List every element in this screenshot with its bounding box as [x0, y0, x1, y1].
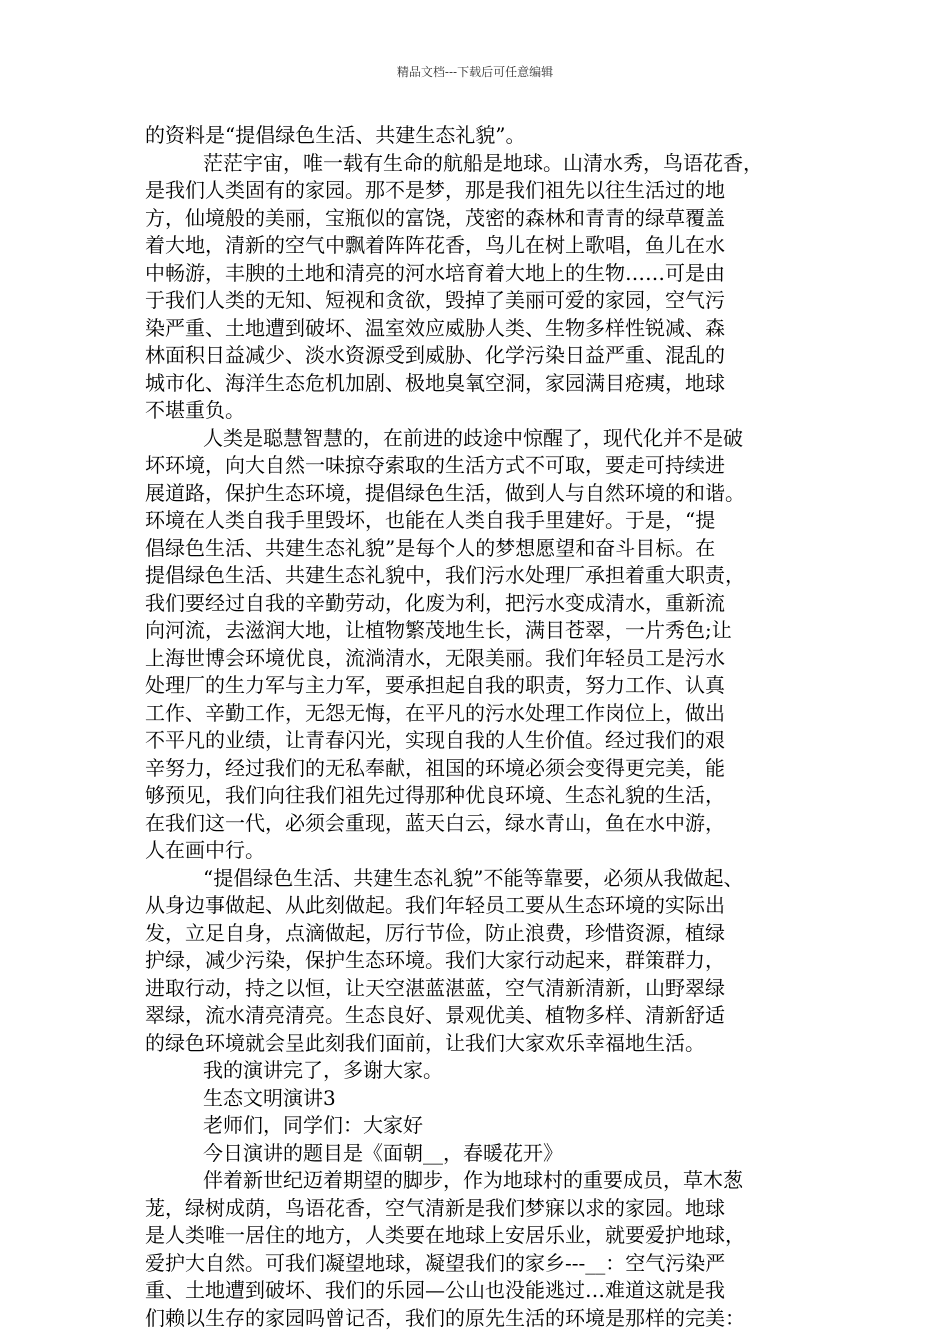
- text-line: 爱护大自然。可我们凝望地球，凝望我们的家乡---__：空气污染严: [145, 1250, 726, 1275]
- paragraph-first-line: 人类是聪慧智慧的，在前进的歧途中惊醒了，现代化并不是破: [203, 425, 743, 450]
- paragraph-first-line: 伴着新世纪迈着期望的脚步，作为地球村的重要成员，草木葱: [203, 1168, 743, 1192]
- text-line: 林面积日益减少、淡水资源受到威胁、化学污染日益严重、混乱的: [145, 343, 725, 367]
- paragraph-first-line: “提倡绿色生活、共建生态礼貌”不能等靠要，必须从我做起、: [203, 865, 744, 890]
- text-line: 茏，绿树成荫，鸟语花香，空气清新是我们梦寐以求的家园。地球: [145, 1195, 725, 1220]
- text-line: 的资料是“提倡绿色生活、共建生态礼貌”。: [145, 123, 526, 147]
- section-title: 生态文明演讲3: [203, 1085, 336, 1110]
- text-line: 我们要经过自我的辛勤劳动，化废为利，把污水变成清水，重新流: [145, 590, 725, 615]
- text-line: 不平凡的业绩，让青春闪光，实现自我的人生价值。经过我们的艰: [145, 728, 725, 752]
- paragraph-first-line: 茫茫宇宙，唯一载有生命的航船是地球。山清水秀，鸟语花香，: [203, 150, 763, 175]
- text-line: 重、土地遭到破坏、我们的乐园—公山也没能逃过…难道这就是我: [145, 1278, 725, 1302]
- text-line: 不堪重负。: [145, 398, 245, 422]
- text-line: 着大地，清新的空气中飘着阵阵花香，鸟儿在树上歌唱，鱼儿在水: [145, 233, 725, 257]
- speech-topic-line: 今日演讲的题目是《面朝__，春暖花开》: [203, 1140, 563, 1165]
- text-line: 在我们这一代，必须会重现，蓝天白云，绿水青山，鱼在水中游，: [145, 810, 725, 835]
- text-line: 们赖以生存的家园吗曾记否，我们的原先生活的环境是那样的完美：: [145, 1305, 745, 1330]
- text-line: 向河流，去滋润大地，让植物繁茂地生长，满目苍翠，一片秀色;让: [145, 618, 732, 642]
- closing-line: 我的演讲完了，多谢大家。: [203, 1058, 443, 1082]
- text-line: 方，仙境般的美丽，宝瓶似的富饶，茂密的森林和青青的绿草覆盖: [145, 205, 725, 230]
- text-line: 够预见，我们向往我们祖先过得那种优良环境、生态礼貌的生活，: [145, 783, 725, 807]
- page-header: 精品文档---下载后可任意编辑: [396, 65, 554, 79]
- text-line: 于我们人类的无知、短视和贪欲，毁掉了美丽可爱的家园，空气污: [145, 288, 725, 312]
- text-line: 辛努力，经过我们的无私奉献，祖国的环境必须会变得更完美，能: [145, 755, 725, 780]
- text-line: 染严重、土地遭到破坏、温室效应威胁人类、生物多样性锐减、森: [145, 315, 725, 340]
- text-line: 翠绿，流水清亮清亮。生态良好、景观优美、植物多样、清新舒适: [145, 1003, 725, 1027]
- text-line: 是人类唯一居住的地方，人类要在地球上安居乐业，就要爱护地球，: [145, 1223, 745, 1247]
- greeting-line: 老师们，同学们：大家好: [203, 1113, 423, 1137]
- text-line: 发，立足自身，点滴做起，厉行节俭，防止浪费，珍惜资源，植绿: [145, 920, 725, 945]
- document-body: [145, 122, 821, 1332]
- text-line: 提倡绿色生活、共建生态礼貌中，我们污水处理厂承担着重大职责，: [145, 563, 745, 587]
- text-line: 环境在人类自我手里毁坏，也能在人类自我手里建好。于是，“提: [145, 508, 716, 532]
- text-line: 中畅游，丰腴的土地和清亮的河水培育着大地上的生物……可是由: [145, 260, 725, 285]
- text-line: 进取行动，持之以恒，让天空湛蓝湛蓝，空气清新清新，山野翠绿: [145, 975, 725, 1000]
- text-line: 坏环境，向大自然一味掠夺索取的生活方式不可取，要走可持续进: [145, 453, 725, 477]
- text-line: 的绿色环境就会呈此刻我们面前，让我们大家欢乐幸福地生活。: [145, 1030, 705, 1055]
- text-line: 人在画中行。: [145, 838, 265, 862]
- text-line: 处理厂的生力军与主力军，要承担起自我的职责，努力工作、认真: [145, 673, 725, 697]
- text-line: 倡绿色生活、共建生态礼貌”是每个人的梦想愿望和奋斗目标。在: [145, 535, 716, 560]
- text-line: 工作、辛勤工作，无怨无悔，在平凡的污水处理工作岗位上，做出: [145, 700, 725, 725]
- text-line: 城市化、海洋生态危机加剧、极地臭氧空洞，家园满目疮痍，地球: [145, 370, 725, 395]
- text-line: 上海世博会环境优良，流淌清水，无限美丽。我们年轻员工是污水: [145, 645, 725, 670]
- text-line: 从身边事做起、从此刻做起。我们年轻员工要从生态环境的实际出: [145, 893, 725, 917]
- text-line: 展道路，保护生态环境，提倡绿色生活，做到人与自然环境的和谐。: [145, 480, 745, 505]
- text-line: 护绿，减少污染，保护生态环境。我们大家行动起来，群策群力，: [145, 948, 725, 972]
- text-line: 是我们人类固有的家园。那不是梦，那是我们祖先以往生活过的地: [145, 178, 725, 202]
